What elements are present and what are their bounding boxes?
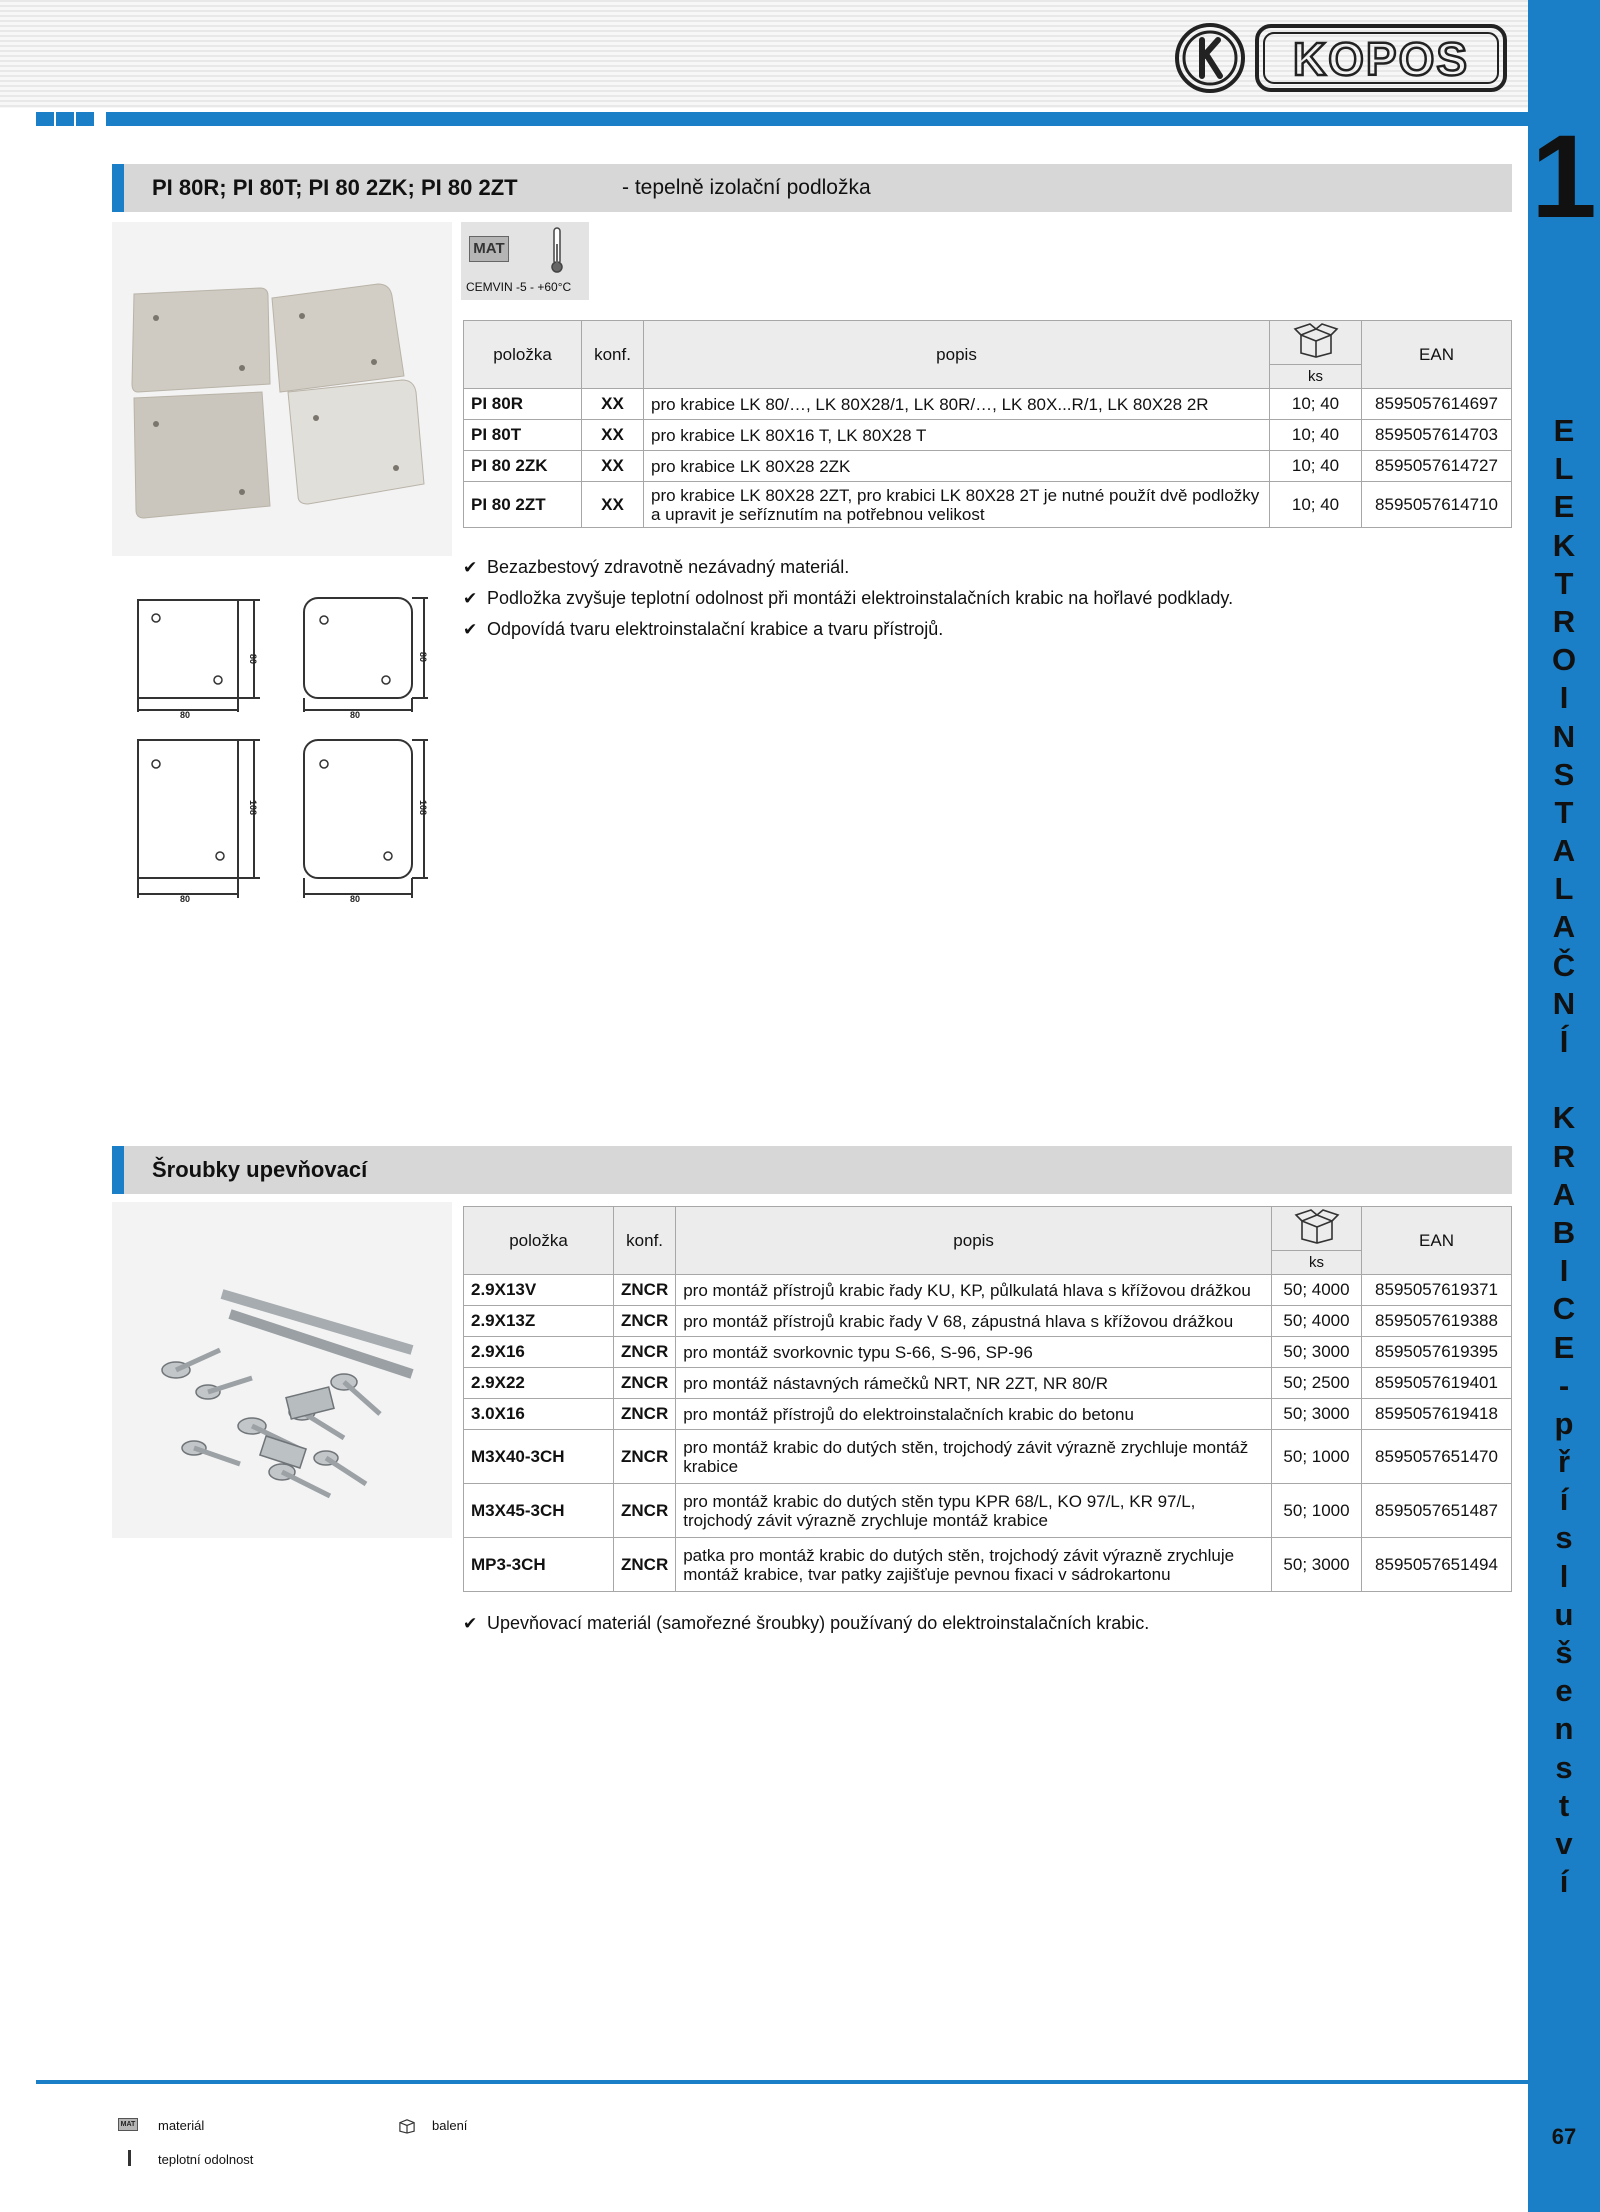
cell-item: PI 80 2ZT bbox=[464, 482, 582, 528]
bullet-item bbox=[463, 1608, 1149, 1639]
side-letter: S bbox=[1553, 756, 1575, 792]
col-header-pack: ks bbox=[1272, 1251, 1362, 1275]
dim-label: 80 bbox=[180, 894, 191, 902]
side-letter: L bbox=[1554, 451, 1574, 487]
header-square bbox=[76, 112, 94, 126]
bullet-text: Podložka zvyšuje teplotní odolnost při montáži elektroinstalačních krabic na hořlavé podklady. bbox=[487, 588, 1234, 608]
cell-pack: 50; 3000 bbox=[1272, 1399, 1362, 1430]
cell-conf: ZNCR bbox=[614, 1484, 676, 1538]
cell-conf: ZNCR bbox=[614, 1430, 676, 1484]
cell-desc: pro montáž nástavných rámečků NRT, NR 2ZT, NR 80/R bbox=[676, 1368, 1272, 1399]
checkmark-icon: ✔ bbox=[463, 620, 478, 639]
side-letter: N bbox=[1552, 985, 1576, 1021]
side-letter: p bbox=[1554, 1405, 1574, 1441]
cell-conf: ZNCR bbox=[614, 1399, 676, 1430]
cell-pack: 50; 3000 bbox=[1272, 1538, 1362, 1592]
cell-item: M3X40-3CH bbox=[464, 1430, 614, 1484]
cell-ean: 8595057619418 bbox=[1362, 1399, 1512, 1430]
svg-text:KOPOS: KOPOS bbox=[1292, 33, 1470, 85]
cell-ean: 8595057614703 bbox=[1362, 420, 1512, 451]
side-letter: T bbox=[1554, 794, 1574, 830]
side-letter: n bbox=[1554, 1711, 1574, 1747]
bullet-item bbox=[463, 614, 1233, 645]
side-letter: l bbox=[1559, 1558, 1569, 1594]
box-icon bbox=[1294, 1207, 1340, 1245]
legend-mat-icon: MAT bbox=[118, 2118, 138, 2131]
table-row bbox=[464, 1368, 1512, 1399]
cell-desc: pro montáž přístrojů krabic řady KU, KP, půlkulatá hlava s křížovou drážkou bbox=[676, 1275, 1272, 1306]
side-letter: s bbox=[1555, 1749, 1573, 1785]
side-letter: Í bbox=[1559, 1024, 1569, 1059]
section-header bbox=[112, 164, 1512, 212]
cell-ean: 8595057651470 bbox=[1362, 1430, 1512, 1484]
dim-label: 108 bbox=[248, 800, 258, 816]
page-number: 67 bbox=[1551, 2124, 1577, 2149]
side-letter: R bbox=[1552, 603, 1576, 639]
cell-conf: ZNCR bbox=[614, 1337, 676, 1368]
pads-bullets bbox=[463, 552, 1233, 645]
checkmark-icon: ✔ bbox=[463, 589, 478, 608]
side-letter: K bbox=[1552, 1100, 1576, 1136]
box-icon bbox=[1293, 321, 1339, 359]
cell-desc: pro krabice LK 80X28 2ZT, pro krabici LK 80X28 2T je nutné použít dvě podložky a upravit je seříznutím na potřebnou velikost bbox=[644, 482, 1270, 528]
screws-bullets bbox=[463, 1608, 1149, 1639]
table-row bbox=[464, 420, 1512, 451]
section-accent bbox=[112, 1146, 124, 1194]
side-letter: v bbox=[1555, 1825, 1573, 1861]
footer-line bbox=[36, 2080, 1528, 2084]
section-subtitle: - tepelně izolační podložka bbox=[622, 176, 871, 199]
side-letter: t bbox=[1558, 1787, 1570, 1823]
cell-desc: pro montáž přístrojů do elektroinstalačních krabic do betonu bbox=[676, 1399, 1272, 1430]
side-letter: ř bbox=[1557, 1444, 1571, 1480]
cell-item: PI 80T bbox=[464, 420, 582, 451]
col-header-desc: popis bbox=[676, 1207, 1272, 1275]
cell-pack: 50; 2500 bbox=[1272, 1368, 1362, 1399]
side-letter: í bbox=[1559, 1864, 1569, 1900]
legend-temp-icon bbox=[128, 2150, 131, 2166]
cell-pack: 10; 40 bbox=[1270, 451, 1362, 482]
thermometer-icon bbox=[549, 226, 565, 274]
dim-label: 80 bbox=[350, 894, 361, 902]
side-letter: Č bbox=[1552, 947, 1576, 983]
header-square bbox=[36, 112, 54, 126]
section-title: Šroubky upevňovací bbox=[152, 1157, 368, 1182]
chapter-number: 1 bbox=[1531, 111, 1597, 243]
side-letter: E bbox=[1553, 489, 1575, 525]
cell-desc: patka pro montáž krabic do dutých stěn, trojchodý závit výrazně zrychluje montáž krabice, tvar patky zajišťuje pevnou fixaci v sádrokartonu bbox=[676, 1538, 1272, 1592]
cell-desc: pro krabice LK 80X28 2ZK bbox=[644, 451, 1270, 482]
cell-item: 3.0X16 bbox=[464, 1399, 614, 1430]
pads-table bbox=[463, 320, 1512, 528]
side-letter bbox=[1528, 1061, 1600, 1099]
side-letter: s bbox=[1555, 1520, 1573, 1556]
header-square bbox=[56, 112, 74, 126]
table-row bbox=[464, 451, 1512, 482]
cell-pack: 50; 3000 bbox=[1272, 1337, 1362, 1368]
table-row bbox=[464, 482, 1512, 528]
cell-ean: 8595057619401 bbox=[1362, 1368, 1512, 1399]
cell-ean: 8595057619371 bbox=[1362, 1275, 1512, 1306]
material-text: CEMVIN -5 - +60°C bbox=[466, 280, 572, 294]
side-letter: - bbox=[1558, 1367, 1570, 1403]
cell-ean: 8595057614697 bbox=[1362, 389, 1512, 420]
cell-conf: ZNCR bbox=[614, 1538, 676, 1592]
section-accent bbox=[112, 164, 124, 212]
bullet-text: Bezazbestový zdravotně nezávadný materiál. bbox=[487, 557, 850, 577]
cell-pack: 50; 4000 bbox=[1272, 1306, 1362, 1337]
side-letter: u bbox=[1554, 1596, 1574, 1632]
legend-box-icon bbox=[396, 2116, 418, 2134]
cell-ean: 8595057619395 bbox=[1362, 1337, 1512, 1368]
header-blue-bar bbox=[106, 112, 1528, 126]
side-letter: A bbox=[1552, 909, 1576, 945]
cell-conf: ZNCR bbox=[614, 1368, 676, 1399]
kopos-logo bbox=[1172, 20, 1510, 96]
cell-ean: 8595057651487 bbox=[1362, 1484, 1512, 1538]
col-header-desc: popis bbox=[644, 321, 1270, 389]
table-row bbox=[464, 1337, 1512, 1368]
col-header-pack: ks bbox=[1270, 365, 1362, 389]
cell-pack: 50; 1000 bbox=[1272, 1484, 1362, 1538]
cell-item: 2.9X13V bbox=[464, 1275, 614, 1306]
side-letter: í bbox=[1559, 1482, 1569, 1518]
col-header-conf: konf. bbox=[582, 321, 644, 389]
side-vertical-title bbox=[1528, 412, 1600, 1901]
side-letter: C bbox=[1552, 1291, 1576, 1327]
side-letter: K bbox=[1552, 527, 1576, 563]
insulation-pads-photo bbox=[112, 222, 452, 556]
cell-pack: 50; 1000 bbox=[1272, 1430, 1362, 1484]
dim-label: 80 bbox=[418, 652, 428, 663]
table-row bbox=[464, 1275, 1512, 1306]
cell-item: MP3-3CH bbox=[464, 1538, 614, 1592]
cell-conf: XX bbox=[582, 451, 644, 482]
screws-photo bbox=[112, 1202, 452, 1538]
section-header bbox=[112, 1146, 1512, 1194]
side-letter: š bbox=[1555, 1635, 1573, 1670]
col-header-conf: konf. bbox=[614, 1207, 676, 1275]
cell-pack: 10; 40 bbox=[1270, 420, 1362, 451]
table-row bbox=[464, 1538, 1512, 1592]
mat-chip: MAT bbox=[469, 236, 509, 262]
col-header-pack-icon bbox=[1272, 1207, 1362, 1251]
cell-item: 2.9X22 bbox=[464, 1368, 614, 1399]
legend-material: materiál bbox=[158, 2118, 205, 2133]
cell-item: PI 80 2ZK bbox=[464, 451, 582, 482]
cell-ean: 8595057614710 bbox=[1362, 482, 1512, 528]
checkmark-icon: ✔ bbox=[463, 558, 478, 577]
cell-item: 2.9X16 bbox=[464, 1337, 614, 1368]
side-letter: O bbox=[1551, 642, 1577, 678]
cell-conf: XX bbox=[582, 482, 644, 528]
side-letter: e bbox=[1555, 1673, 1573, 1709]
cell-ean: 8595057614727 bbox=[1362, 451, 1512, 482]
side-letter: T bbox=[1554, 565, 1574, 601]
cell-desc: pro montáž přístrojů krabic řady V 68, zápustná hlava s křížovou drážkou bbox=[676, 1306, 1272, 1337]
col-header-ean: EAN bbox=[1362, 321, 1512, 389]
cell-pack: 10; 40 bbox=[1270, 389, 1362, 420]
bullet-item bbox=[463, 583, 1233, 614]
bullet-text: Upevňovací materiál (samořezné šroubky) používaný do elektroinstalačních krabic. bbox=[487, 1613, 1150, 1633]
side-letter: R bbox=[1552, 1138, 1576, 1174]
side-letter: E bbox=[1553, 1329, 1575, 1365]
table-row bbox=[464, 1399, 1512, 1430]
section-title: PI 80R; PI 80T; PI 80 2ZK; PI 80 2ZT bbox=[152, 175, 518, 200]
cell-desc: pro montáž svorkovnic typu S-66, S-96, SP-96 bbox=[676, 1337, 1272, 1368]
cell-pack: 50; 4000 bbox=[1272, 1275, 1362, 1306]
side-letter: B bbox=[1552, 1214, 1576, 1250]
col-header-ean: EAN bbox=[1362, 1207, 1512, 1275]
cell-desc: pro montáž krabic do dutých stěn, trojchodý závit výrazně zrychluje montáž krabice bbox=[676, 1430, 1272, 1484]
cell-conf: ZNCR bbox=[614, 1275, 676, 1306]
col-header-item: položka bbox=[464, 1207, 614, 1275]
cell-item: 2.9X13Z bbox=[464, 1306, 614, 1337]
table-row bbox=[464, 1430, 1512, 1484]
dim-label: 80 bbox=[180, 710, 191, 720]
screws-table bbox=[463, 1206, 1512, 1592]
bullet-text: Odpovídá tvaru elektroinstalační krabice a tvaru přístrojů. bbox=[487, 619, 944, 639]
table-row bbox=[464, 1306, 1512, 1337]
pads-technical-drawing bbox=[134, 594, 434, 902]
side-letter: A bbox=[1552, 833, 1576, 869]
cell-desc: pro krabice LK 80/…, LK 80X28/1, LK 80R/…, LK 80X...R/1, LK 80X28 2R bbox=[644, 389, 1270, 420]
col-header-pack-icon bbox=[1270, 321, 1362, 365]
bullet-item bbox=[463, 552, 1233, 583]
cell-ean: 8595057619388 bbox=[1362, 1306, 1512, 1337]
col-header-item: položka bbox=[464, 321, 582, 389]
checkmark-icon: ✔ bbox=[463, 1614, 478, 1633]
cell-ean: 8595057651494 bbox=[1362, 1538, 1512, 1592]
side-letter: A bbox=[1552, 1176, 1576, 1212]
cell-conf: XX bbox=[582, 420, 644, 451]
cell-item: M3X45-3CH bbox=[464, 1484, 614, 1538]
side-letter: N bbox=[1552, 718, 1576, 754]
cell-desc: pro montáž krabic do dutých stěn typu KPR 68/L, KO 97/L, KR 97/L, trojchodý závit výrazně zrychluje montáž krabice bbox=[676, 1484, 1272, 1538]
side-letter: E bbox=[1553, 413, 1575, 448]
legend-packaging: balení bbox=[432, 2118, 468, 2133]
cell-item: PI 80R bbox=[464, 389, 582, 420]
material-info-box bbox=[461, 222, 589, 300]
dim-label: 108 bbox=[418, 800, 428, 816]
side-letter: L bbox=[1554, 871, 1574, 907]
cell-conf: ZNCR bbox=[614, 1306, 676, 1337]
cell-desc: pro krabice LK 80X16 T, LK 80X28 T bbox=[644, 420, 1270, 451]
side-letter: I bbox=[1559, 1253, 1569, 1289]
cell-pack: 10; 40 bbox=[1270, 482, 1362, 528]
side-letter: I bbox=[1559, 680, 1569, 716]
dim-label: 80 bbox=[248, 654, 258, 665]
dim-label: 80 bbox=[350, 710, 361, 720]
table-row bbox=[464, 1484, 1512, 1538]
table-row bbox=[464, 389, 1512, 420]
cell-conf: XX bbox=[582, 389, 644, 420]
legend-temperature: teplotní odolnost bbox=[158, 2152, 254, 2167]
